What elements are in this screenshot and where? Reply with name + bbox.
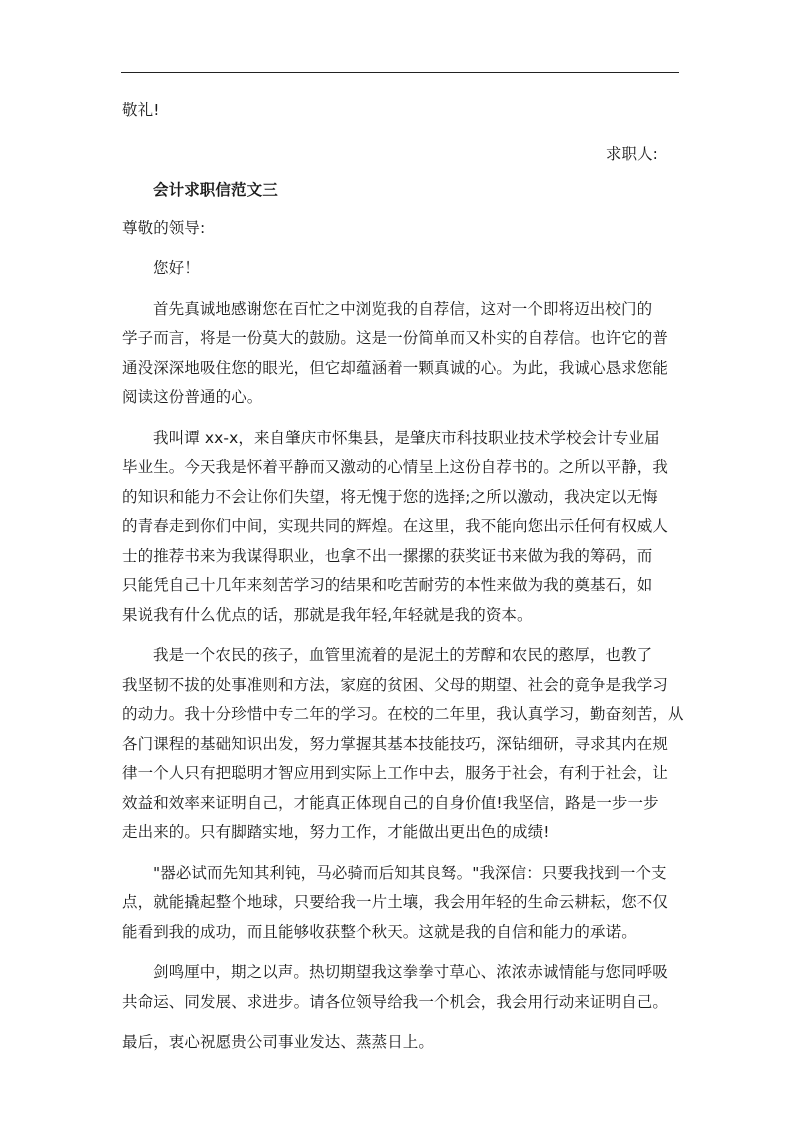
paragraph-line: 点，就能撬起整个地球，只要给我一片土壤，我会用年轻的生命云耕耘，您不仅 <box>122 893 669 911</box>
paragraph-line: 剑鸣厘中，期之以声。热切期望我这拳拳寸草心、浓浓赤诚情能与您同呼吸 <box>153 963 668 981</box>
paragraph-line: 阅读这份普通的心。 <box>122 388 263 406</box>
paragraph-line: 通没深深地吸住您的眼光，但它却蕴涵着一颗真诚的心。为此，我诚心恳求您能 <box>122 358 669 377</box>
paragraph-1 <box>122 295 680 413</box>
paragraph-line: 士的推荐书来为我谋得职业，也拿不出一摞摞的获奖证书来做为我的筹码，而 <box>122 546 653 565</box>
paragraph-line: 首先真诚地感谢您在百忙之中浏览我的自荐信，这对一个即将迈出校门的 <box>153 299 653 318</box>
paragraph-line: 我叫谭 xx-x，来自肇庆市怀集县，是肇庆市科技职业技术学校会计专业届 <box>153 428 660 447</box>
paragraph-2 <box>122 424 680 631</box>
closing-line: 最后，衷心祝愿贵公司事业发达、蒸蒸日上。 <box>122 1033 435 1051</box>
paragraph-line: 我是一个农民的孩子，血管里流着的是泥土的芳醇和农民的憨厚，也教了 <box>153 646 653 664</box>
greeting-line: 尊敬的领导: <box>122 218 206 237</box>
paragraph-line: 的青春走到你们中间，实现共同的辉煌。在这里，我不能向您出示任何有权威人 <box>122 517 669 535</box>
paragraph-line: 果说我有什么优点的话，那就是我年轻,年轻就是我的资本。 <box>122 605 533 624</box>
paragraph-3 <box>122 641 684 848</box>
paragraph-line: 的动力。我十分珍惜中专二年的学习。在校的二年里，我认真学习，勤奋刻苦，从 <box>122 705 684 723</box>
salute-line: 敬礼! <box>122 101 160 119</box>
paragraph-line: "器必试而先知其利钝，马必骑而后知其良驽。"我深信：只要我找到一个支 <box>153 863 667 882</box>
paragraph-5 <box>122 958 680 1017</box>
paragraph-line: 律一个人只有把聪明才智应用到实际上工作中去，服务于社会，有利于社会，让 <box>122 764 669 782</box>
paragraph-line: 的知识和能力不会让你们失望，将无愧于您的选择;之所以激动，我决定以无悔 <box>122 487 658 506</box>
paragraph-line: 学子而言，将是一份莫大的鼓励。这是一份简单而又朴实的自荐信。也许它的普 <box>122 329 669 347</box>
hello-line: 您好！ <box>153 259 200 277</box>
paragraph-line: 能看到我的成功，而且能够收获整个秋天。这就是我的自信和能力的承诺。 <box>122 922 637 941</box>
paragraph-line: 毕业生。今天我是怀着平静而又激动的心情呈上这份自荐书的。之所以平静，我 <box>122 458 669 476</box>
paragraph-line: 各门课程的基础知识出发，努力掌握其基本技能技巧，深钻细研，寻求其内在规 <box>122 734 669 753</box>
paragraph-line: 我坚韧不拔的处事准则和方法，家庭的贫困、父母的期望、社会的竟争是我学习 <box>122 675 669 694</box>
signature-line: 求职人: <box>605 144 658 163</box>
paragraph-4 <box>122 859 680 948</box>
paragraph-line: 走出来的。只有脚踏实地，努力工作，才能做出更出色的成绩! <box>122 823 550 841</box>
paragraph-line: 只能凭自己十几年来刻苦学习的结果和吃苦耐劳的本性来做为我的奠基石，如 <box>122 576 653 594</box>
letter-body <box>122 96 684 1058</box>
header-rule <box>121 72 679 73</box>
paragraph-line: 效益和效率来证明自己，才能真正体现自己的自身价值!我坚信，路是一步一步 <box>122 793 659 812</box>
paragraph-line: 共命运、同发展、求进步。请各位领导给我一个机会，我会用行动来证明自己。 <box>122 992 669 1011</box>
letter-title: 会计求职信范文三 <box>153 181 278 199</box>
